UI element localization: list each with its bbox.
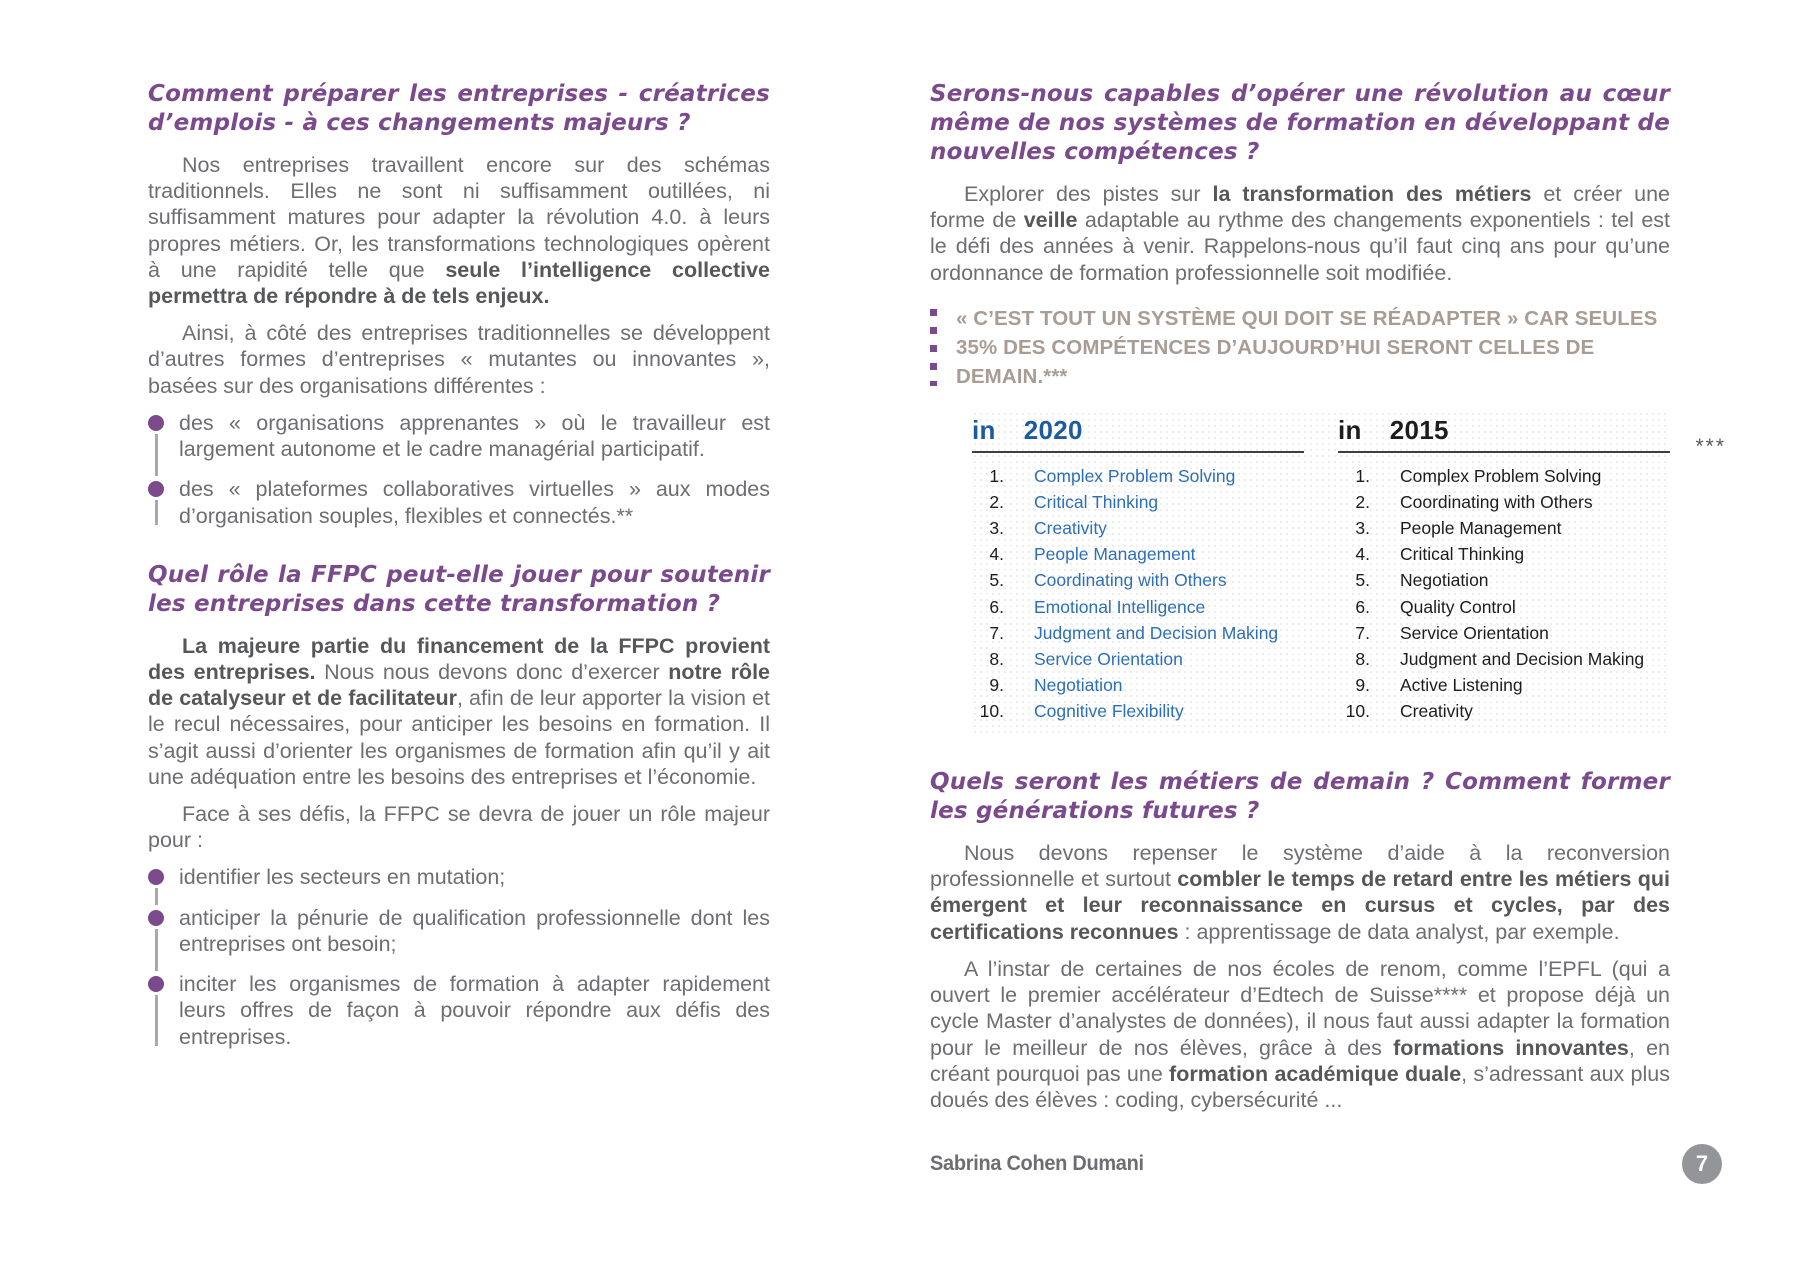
skill-item: Coordinating with Others — [1400, 492, 1593, 513]
skill-item: Complex Problem Solving — [1400, 466, 1602, 487]
skills-header-prefix: in — [972, 415, 996, 446]
paragraph: Explorer des pistes sur la transformation des métiers et créer une forme de veille adaptable au rythme des changements exponentiels : tel est le défi des années à venir. Rappelons-nous qu’il faut cinq ans pour qu’une ordonnance de formation professionnelle soit modifiée. — [930, 181, 1671, 285]
skill-item: Creativity — [1400, 700, 1473, 721]
pull-quote — [930, 304, 1670, 391]
question-heading-4: Quels seront les métiers de demain ? Comment former les générations futures ? — [930, 769, 1670, 825]
skill-item: Critical Thinking — [1034, 492, 1159, 513]
pull-quote-text: « C’EST TOUT UN SYSTÈME QUI DOIT SE RÉADAPTER » CAR SEULES 35% DES COMPÉTENCES D’AUJOURD’HUI SERONT CELLES DE DEMAIN.*** — [956, 306, 1658, 388]
bullet-item: des « plateformes collaboratives virtuelles » aux modes d’organisation souples, flexibles et connectés.** — [148, 476, 770, 528]
paragraph: La majeure partie du financement de la FFPC provient des entreprises. Nous nous devons donc d’exercer notre rôle de catalyseur et de facilitateur, afin de leur apporter la vision et le recul nécessaires, pour anticiper les besoins en formation. Il s’agit aussi d’orienter les organismes de formation afin qu’il y ait une adéquation entre les besoins des entreprises et l’économie. — [148, 633, 771, 789]
right-column — [930, 80, 1726, 1176]
skill-item: Coordinating with Others — [1034, 570, 1227, 591]
skill-item: Negotiation — [1400, 570, 1489, 591]
skill-item: Active Listening — [1400, 674, 1523, 695]
bullet-item: des « organisations apprenantes » où le travailleur est largement autonome et le cadre managérial participatif. — [148, 410, 770, 462]
skills-header-2020 — [972, 415, 1304, 453]
skill-item: Judgment and Decision Making — [1034, 622, 1279, 643]
skill-item: Cognitive Flexibility — [1034, 700, 1184, 721]
skills-items-2020 — [972, 465, 1304, 723]
skills-header-year: 2020 — [1023, 415, 1083, 446]
paragraph: Nous devons repenser le système d’aide à la reconversion professionnelle et surtout combler le temps de retard entre les métiers qui émergent et leur reconnaissance en cursus et cycles, par des certifications reconnues : apprentissage de data analyst, par exemple. — [930, 840, 1670, 944]
question-heading-1: Comment préparer les entreprises - créatrices d’emplois - à ces changements majeurs ? — [148, 81, 770, 136]
left-column — [148, 80, 770, 1064]
paragraph: Nos entreprises travaillent encore sur des schémas traditionnels. Elles ne sont ni suffisamment outillées, ni suffisamment matures pour adapter la révolution 4.0. à leurs propres métiers. Or, les transformations technologiques opèrent à une rapidité telle que seule l’intelligence collective permettra de répondre à de tels enjeux. — [148, 152, 770, 309]
bullet-item: identifier les secteurs en mutation; — [148, 864, 770, 890]
paragraph: Face à ses défis, la FFPC se devra de jouer un rôle majeur pour : — [148, 802, 770, 853]
skill-item: People Management — [1034, 544, 1196, 565]
bullet-item: anticiper la pénurie de qualification professionnelle dont les entreprises ont besoin; — [148, 905, 770, 957]
skills-ranking-figure — [972, 411, 1726, 736]
skill-item: Judgment and Decision Making — [1400, 648, 1645, 669]
page-number-badge: 7 — [1682, 1144, 1722, 1184]
bullet-list-roles — [148, 864, 770, 1049]
skill-item: Emotional Intelligence — [1034, 596, 1206, 617]
footnote-marker: *** — [1695, 435, 1726, 459]
skill-item: Service Orientation — [1400, 622, 1549, 643]
skill-item: People Management — [1400, 518, 1562, 539]
author-name: Sabrina Cohen Dumani — [930, 1152, 1144, 1176]
skill-item: Negotiation — [1034, 674, 1123, 695]
dotted-line-decoration — [930, 309, 937, 386]
skills-items-2015 — [1338, 465, 1670, 723]
skills-header-prefix: in — [1338, 415, 1362, 446]
bullet-list-organisations — [148, 410, 770, 529]
bullet-item: inciter les organismes de formation à adapter rapidement leurs offres de façon à pouvoir répondre aux défis des entreprises. — [148, 971, 770, 1050]
skills-header-2015 — [1338, 415, 1670, 453]
skill-item: Complex Problem Solving — [1034, 466, 1236, 487]
skills-list-2020 — [972, 415, 1304, 726]
question-heading-3: Serons-nous capables d’opérer une révolution au cœur même de nos systèmes de formation en développant de nouvelles compétences ? — [930, 81, 1670, 165]
skill-item: Service Orientation — [1034, 648, 1183, 669]
paragraph: A l’instar de certaines de nos écoles de renom, comme l’EPFL (qui a ouvert le premier accélérateur d’Edtech de Suisse**** et propose déjà un cycle Master d’analystes de données), il nous faut aussi adapter la formation pour le meilleur de nos élèves, grâce à des formations innovantes, en créant pourquoi pas une formation académique duale, s’adressant aux plus doués des élèves : coding, cybersécurité ... — [930, 956, 1670, 1112]
skill-item: Critical Thinking — [1400, 544, 1525, 565]
skills-header-year: 2015 — [1389, 415, 1449, 446]
skill-item: Creativity — [1034, 518, 1107, 539]
skill-item: Quality Control — [1400, 596, 1516, 617]
skills-list-2015 — [1338, 415, 1670, 726]
question-heading-2: Quel rôle la FFPC peut-elle jouer pour soutenir les entreprises dans cette transformation ? — [148, 561, 770, 617]
paragraph: Ainsi, à côté des entreprises traditionnelles se développent d’autres formes d’entreprises « mutantes ou innovantes », basées sur des organisations différentes : — [148, 321, 770, 398]
